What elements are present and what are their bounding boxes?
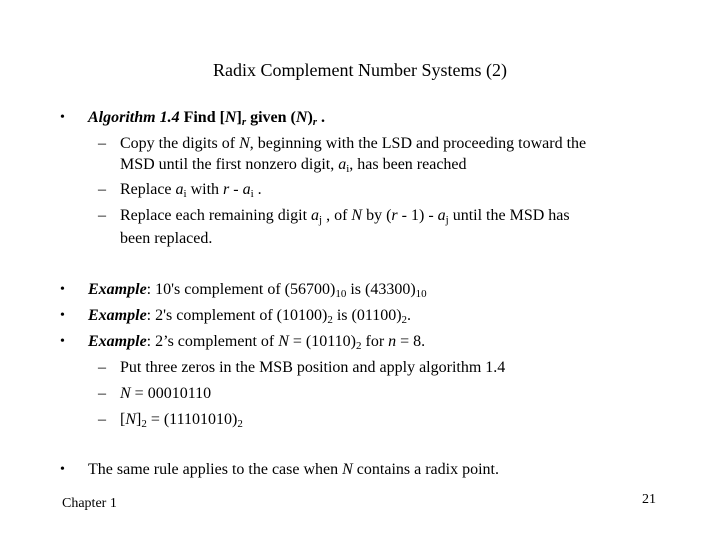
algorithm-step-1-cont: MSD until the first nonzero digit, $a_i$, has been reached [120,156,467,175]
algorithm-step-3-cont: been replaced. [120,230,213,247]
footer-chapter: Chapter 1 [62,496,117,511]
dash: – [98,385,106,402]
algorithm-heading: Algorithm 1.4 Find $[N]_r$ given $(N)_r$ . [88,109,326,128]
bullet: • [60,110,65,125]
dash: – [98,181,106,198]
example-2: Example: 2's complement of $(10100)_2$ is $(01100)_2$. [88,307,412,326]
bullet: • [60,462,65,477]
bullet: • [60,308,65,323]
dash: – [98,411,106,428]
algorithm-step-2: Replace $a_i$ with r - $a_i$ . [120,181,262,200]
radix-point-rule: The same rule applies to the case when N contains a radix point. [88,461,499,478]
bullet: • [60,334,65,349]
example-3-step-3: $[N]_2 = (11101010)_2$ [120,411,243,430]
bullet: • [60,282,65,297]
algorithm-step-3: Replace each remaining digit $a_j$ , of N by $(r - 1) - a_j$ until the MSD has [120,207,570,226]
dash: – [98,135,106,152]
algorithm-step-1: Copy the digits of N, beginning with the LSD and proceeding toward the [120,135,587,152]
slide-title: Radix Complement Number Systems (2) [213,60,507,80]
example-3: Example: 2’s complement of $N = (10110)_2$ for n = 8. [88,333,426,352]
dash: – [98,207,106,224]
page-number: 21 [642,492,656,507]
example-1: Example: 10's complement of $(56700)_{10}$ is $(43300)_{10}$ [88,281,427,300]
dash: – [98,359,106,376]
example-3-step-2: N = 00010110 [120,385,212,402]
example-3-step-1: Put three zeros in the MSB position and apply algorithm 1.4 [120,359,506,376]
